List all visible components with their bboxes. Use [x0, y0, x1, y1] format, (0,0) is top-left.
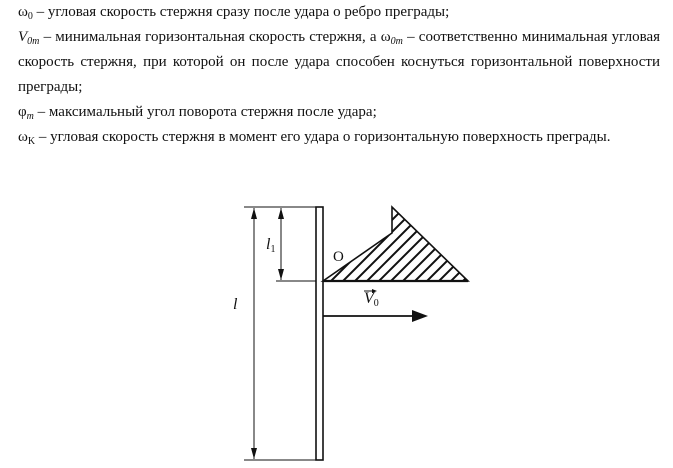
definition-omega0-text: – угловая скорость стержня сразу после удара о ребро преграды;	[32, 4, 450, 20]
symbol-phim: φ	[18, 104, 27, 120]
symbol-phim-sub: m	[26, 111, 34, 122]
definition-phim-text: – максимальный угол поворота стержня после удара;	[33, 104, 377, 120]
symbol-omega0: ω	[18, 4, 28, 20]
definition-omegak-text: – угловая скорость стержня в момент его удара о горизонтальную поверхность преграды.	[35, 129, 611, 145]
symbol-v0m-sub: 0m	[27, 36, 40, 47]
rod	[316, 207, 323, 460]
label-origin-o: O	[333, 249, 344, 265]
symbol-omegak-sub: K	[27, 136, 36, 147]
label-v0: $V_0$	[364, 290, 379, 309]
symbol-omega0m-sub: 0m	[390, 36, 403, 47]
label-l: l	[233, 296, 238, 313]
dimension-l	[244, 207, 316, 460]
symbol-omegak: ω	[18, 129, 28, 145]
dimension-l1	[276, 208, 316, 281]
label-l1: $l_1$	[266, 236, 276, 255]
label-l1-sub: 1	[270, 244, 276, 255]
definition-v0m-text2: – соответственно минимальная угловая скорость стержня, при которой он после удара способен коснуться горизонтальной поверхности преграды;	[18, 29, 661, 95]
label-v0-sub: 0	[373, 298, 379, 309]
symbol-omega0-sub: 0	[27, 11, 33, 22]
definition-v0m-text: – минимальная горизонтальная скорость стержня, а ω	[39, 29, 391, 45]
symbol-v0m: V	[18, 29, 28, 45]
